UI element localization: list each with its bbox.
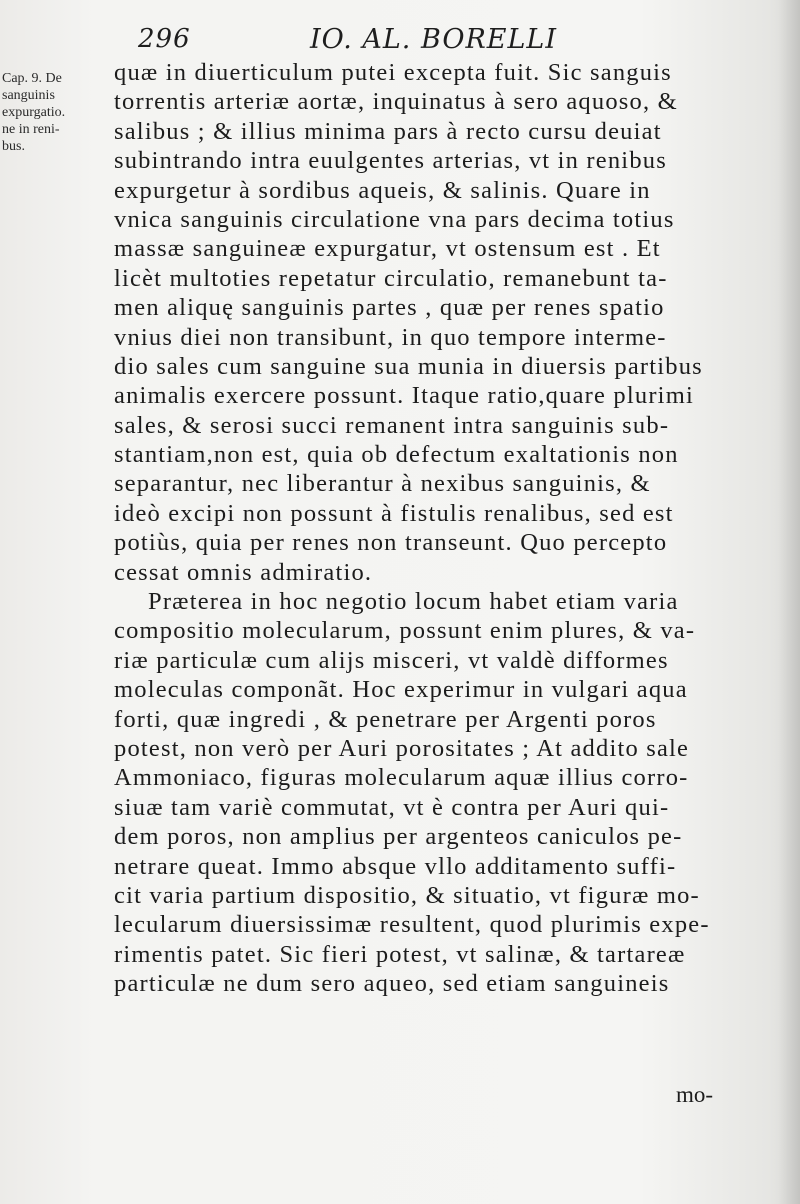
marginal-note-line: Cap. 9. De <box>2 71 62 86</box>
text-line: potest, non verò per Auri porositates ; At addito sale <box>114 734 690 762</box>
text-line: dem poros, non amplius per argenteos caniculos pe- <box>114 823 683 851</box>
text-line: cit varia partium dispositio, & situatio, vt figuræ mo- <box>114 881 700 909</box>
marginal-note-line: bus. <box>2 139 25 154</box>
running-title: IO. AL. BORELLI <box>310 24 558 55</box>
text-line: moleculas componãt. Hoc experimur in vulgari aqua <box>114 676 688 704</box>
text-line: torrentis arteriæ aortæ, inquinatus à sero aquoso, & <box>114 88 678 116</box>
catchword: mo- <box>676 1082 714 1107</box>
text-line: sales, & serosi succi remanent intra sanguinis sub- <box>114 411 670 439</box>
text-line: lecularum diuersissimæ resultent, quod plurimis expe- <box>114 911 710 939</box>
marginal-note-line: expurgatio. <box>2 105 66 120</box>
paragraph-start-line: Præterea in hoc negotio locum habet etiam varia <box>148 588 679 616</box>
text-line: particulæ ne dum sero aqueo, sed etiam sanguineis <box>114 970 670 998</box>
text-line: expurgetur à sordibus aqueis, & salinis. Quare in <box>114 176 651 204</box>
text-line: subintrando intra euulgentes arterias, vt in renibus <box>114 147 667 175</box>
marginal-note-line: sanguinis <box>2 88 55 103</box>
text-line: forti, quæ ingredi , & penetrare per Argenti poros <box>114 705 657 733</box>
text-line: salibus ; & illius minima pars à recto cursu deuiat <box>114 117 662 145</box>
text-line: potiùs, quia per renes non transeunt. Quo percepto <box>114 529 668 557</box>
text-line: Ammoniaco, figuras molecularum aquæ illius corro- <box>114 764 689 792</box>
text-line: animalis exercere possunt. Itaque ratio,quare plurimi <box>114 382 694 410</box>
text-line: vnica sanguinis circulatione vna pars decima totius <box>114 205 675 233</box>
running-head <box>0 20 800 60</box>
marginal-note <box>2 70 114 155</box>
text-line: massæ sanguineæ expurgatur, vt ostensum est . Et <box>114 235 661 263</box>
text-line: cessat omnis admiratio. <box>114 558 373 586</box>
text-line: stantiam,non est, quia ob defectum exaltationis non <box>114 441 679 469</box>
text-line: vnius diei non transibunt, in quo tempore interme- <box>114 323 667 351</box>
text-line: riæ particulæ cum alijs misceri, vt valdè difformes <box>114 646 669 674</box>
text-line: rimentis patet. Sic fieri potest, vt salinæ, & tartareæ <box>114 940 686 968</box>
body-text <box>114 58 754 999</box>
text-line: compositio molecularum, possunt enim plures, & va- <box>114 617 696 645</box>
text-line: siuæ tam variè commutat, vt è contra per Auri qui- <box>114 793 670 821</box>
text-line: netrare queat. Immo absque vllo additamento suffi- <box>114 852 677 880</box>
text-line: quæ in diuerticulum putei excepta fuit. Sic sanguis <box>114 59 672 86</box>
text-line: licèt multoties repetatur circulatio, remanebunt ta- <box>114 264 668 292</box>
text-line: dio sales cum sanguine sua munia in diuersis partibus <box>114 352 703 380</box>
text-line: separantur, nec liberantur à nexibus sanguinis, & <box>114 470 651 498</box>
text-line: ideò excipi non possunt à fistulis renalibus, sed est <box>114 499 674 527</box>
page-edge-shadow <box>778 0 800 1204</box>
page-number: 296 <box>138 24 191 54</box>
marginal-note-line: ne in reni- <box>2 122 60 137</box>
text-line: men aliquę sanguinis partes , quæ per renes spatio <box>114 294 665 322</box>
